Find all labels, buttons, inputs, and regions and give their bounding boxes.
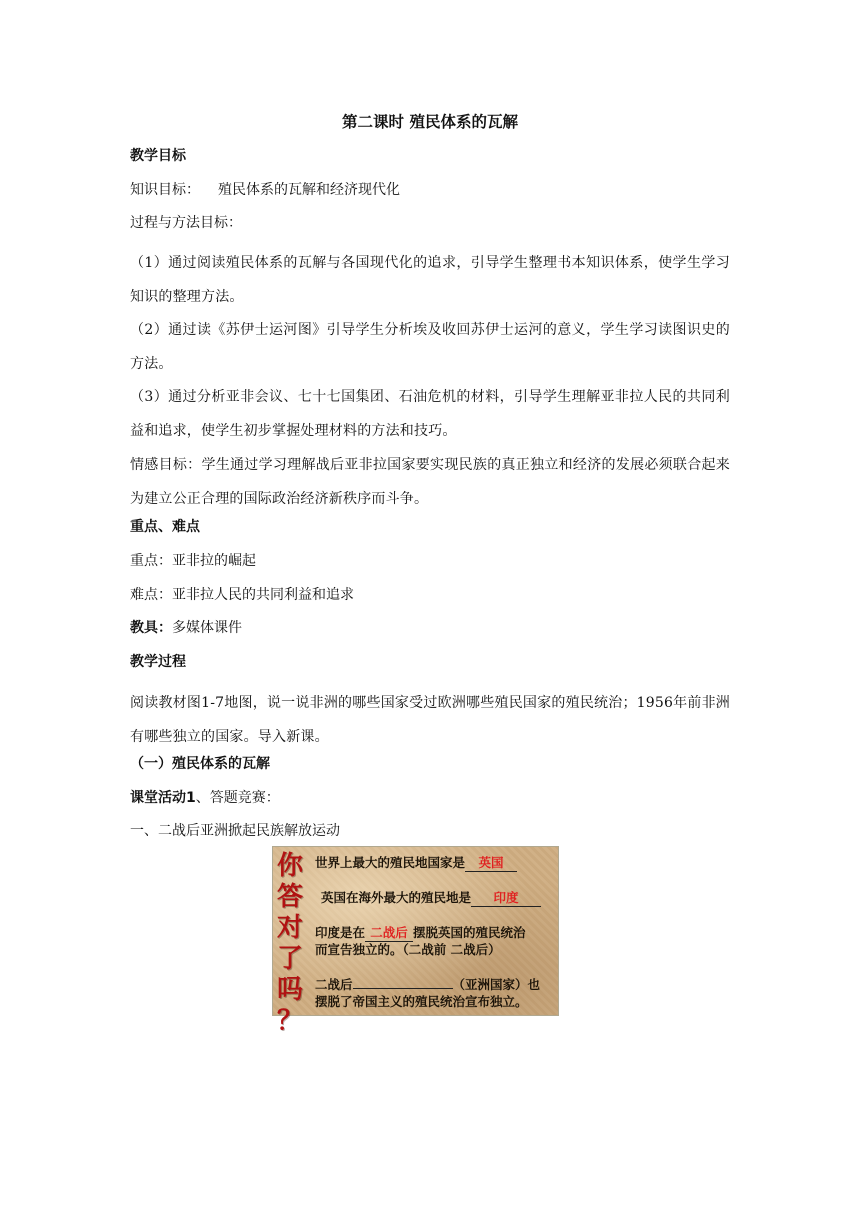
tools-label: 教具： xyxy=(130,620,172,636)
side-char: 你 xyxy=(276,851,303,881)
activity-line xyxy=(130,788,730,808)
objectives-heading: 教学目标 xyxy=(130,148,186,164)
side-char: 了 xyxy=(276,944,303,974)
side-char: 吗 xyxy=(276,975,303,1005)
quiz-slide-image xyxy=(272,846,559,1036)
process-heading: 教学过程 xyxy=(130,654,186,670)
page-title: 第二课时 殖民体系的瓦解 xyxy=(342,113,518,131)
q2-prefix: 英国在海外最大的殖民地是 xyxy=(321,890,472,905)
tools xyxy=(130,618,730,638)
objective-item-3: （3）通过分析亚非会议、七十七国集团、石油危机的材料，引导学生理解亚非拉人民的共同利益和追求，使学生初步掌握处理材料的方法和技巧。 xyxy=(130,389,730,439)
q1-answer: 英国 xyxy=(478,855,504,870)
q3-suffix: 摆脱英国的殖民统治 xyxy=(413,925,526,940)
objective-item-2: （2）通过读《苏伊士运河图》引导学生分析埃及收回苏伊士运河的意义，学生学习读图识史的方法。 xyxy=(130,322,730,372)
activity-text: 、答题竞赛： xyxy=(195,790,280,806)
key-heading: 重点、难点 xyxy=(130,519,200,535)
emotion-objective: 情感目标：学生通过学习理解战后亚非拉国家要实现民族的真正独立和经济的发展必须联合起来为建立公正合理的国际政治经济新秩序而斗争。 xyxy=(130,457,730,507)
side-char: 答 xyxy=(276,882,303,912)
side-char: ？ xyxy=(276,1006,303,1036)
key-point: 重点：亚非拉的崛起 xyxy=(130,553,256,569)
quiz-question-2 xyxy=(321,890,541,907)
activity-label: 课堂活动1 xyxy=(130,790,196,806)
quiz-question-1 xyxy=(315,855,517,872)
quiz-question-3 xyxy=(315,925,526,942)
process-label: 过程与方法目标： xyxy=(130,215,242,231)
difficulty: 难点：亚非拉人民的共同利益和追求 xyxy=(130,587,354,603)
q4-suffix: （亚洲国家）也 xyxy=(452,977,541,992)
objective-item-1: （1）通过阅读殖民体系的瓦解与各国现代化的追求，引导学生整理书本知识体系，使学生学习知识的整理方法。 xyxy=(130,255,730,305)
q4-prefix: 二战后 xyxy=(315,977,353,992)
quiz-question-4-line2: 摆脱了帝国主义的殖民统治宣布独立。 xyxy=(315,994,528,1009)
intro-paragraph: 阅读教材图1-7地图，说一说非洲的哪些国家受过欧洲哪些殖民国家的殖民统治；1956年前非洲有哪些独立的国家。导入新课。 xyxy=(130,695,730,745)
knowledge-text: 殖民体系的瓦解和经济现代化 xyxy=(218,182,400,198)
q1-blank xyxy=(465,855,517,872)
q3-blank xyxy=(365,925,413,942)
tools-text: 多媒体课件 xyxy=(172,620,242,636)
part-1-heading: （一）殖民体系的瓦解 xyxy=(130,756,270,772)
subsection-1: 一、二战后亚洲掀起民族解放运动 xyxy=(130,823,340,839)
quiz-question-4 xyxy=(315,977,540,993)
knowledge-label: 知识目标： xyxy=(130,182,200,198)
q2-blank xyxy=(471,890,541,907)
q3-answer: 二战后 xyxy=(370,925,408,940)
quiz-question-3-line2: 而宣告独立的。（二战前 二战后） xyxy=(315,942,501,957)
knowledge-objective xyxy=(130,180,730,200)
q3-prefix: 印度是在 xyxy=(315,925,366,940)
q2-answer: 印度 xyxy=(493,890,519,905)
q1-prefix: 世界上最大的殖民地国家是 xyxy=(315,855,466,870)
side-char: 对 xyxy=(276,913,303,943)
q4-blank xyxy=(353,988,453,989)
quiz-side-text xyxy=(273,847,307,1036)
